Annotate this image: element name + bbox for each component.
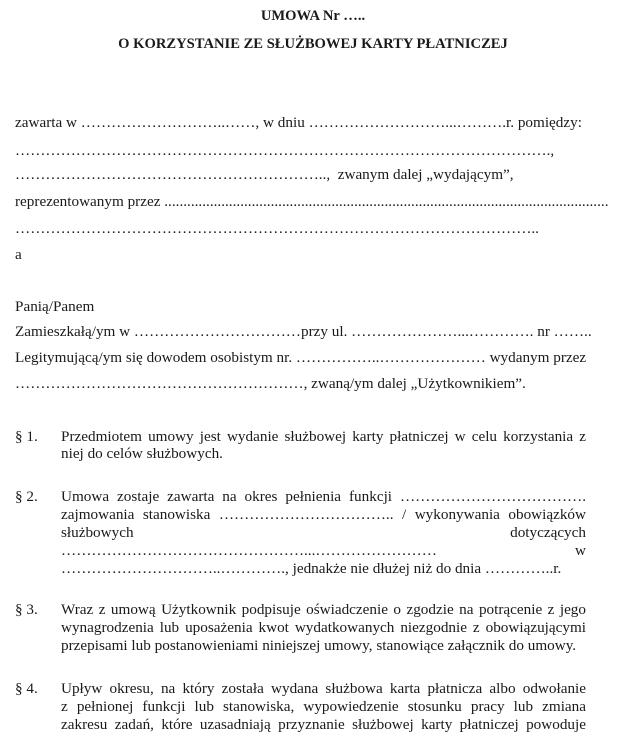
section-2-line: służbowych dotyczących (61, 524, 586, 541)
section-2-line: Umowa zostaje zawarta na okres pełnienia funkcji ………………………………. (61, 488, 586, 505)
section-4-number: § 4. (15, 680, 38, 697)
section-1-number: § 1. (15, 428, 38, 445)
parties-line-and: a (15, 246, 22, 263)
parties-line-representative-cont: ………………………………………………………………………………………….. (15, 220, 539, 237)
parties-line-user-address: Zamieszkałą/ym w ……………………………przy ul. …………………...…………. nr …….. (15, 323, 592, 340)
section-2-number: § 2. (15, 488, 38, 505)
document-title: UMOWA Nr ….. (260, 8, 366, 24)
section-4-line: z pełnionej funkcji lub stanowiska, wypowiedzenie stosunku pracy lub zmiana (61, 698, 586, 715)
section-2-line: …………………………………………...…………………… w (61, 542, 586, 559)
parties-line-issuer-alias: …………………………………………………….., zwanym dalej „wydającym”, (15, 166, 514, 183)
parties-line-issuer-name: ……………………………………………………………………………………………., (15, 142, 555, 159)
parties-line-representative: reprezentowanym przez ..................................................................................................................... (15, 193, 609, 210)
section-2-line: zajmowania stanowiska …………………………….. / wykonywania obowiązków (61, 506, 586, 523)
parties-line-place-date: zawarta w ………………………..……, w dniu ………………………...……….r. pomiędzy: (15, 114, 582, 131)
parties-line-user-alias: …………………………………………………, zwaną/ym dalej „Użytkownikiem”. (15, 375, 526, 392)
document-subtitle: O KORZYSTANIE ZE SŁUŻBOWEJ KARTY PŁATNICZEJ (118, 36, 508, 52)
parties-line-user-id: Legitymującą/ym się dowodem osobistym nr. ……………..………………… wydanym przez (15, 349, 587, 366)
section-1-line: Przedmiotem umowy jest wydanie służbowej karty płatniczej w celu korzystania z (61, 428, 586, 445)
section-3-line: Wraz z umową Użytkownik podpisuje oświadczenie o zgodzie na potrącenie z jego (61, 601, 586, 618)
section-3-number: § 3. (15, 601, 38, 618)
section-1-line: niej do celów służbowych. (61, 445, 223, 462)
section-3-line: przepisami lub postanowieniami niniejszej umowy, stanowiące załącznik do umowy. (61, 637, 577, 654)
section-2-line: …………………………..…………., jednakże nie dłużej niż do dnia …………..r. (61, 560, 562, 577)
section-4-line: zakresu zadań, które uzasadniają przyznanie służbowej karty płatniczej powoduje (61, 716, 586, 733)
section-3-line: wynagrodzenia lub uposażenia kwot wydatkowanych niezgodnie z obowiązującymi (61, 619, 586, 636)
parties-line-user-salutation: Panią/Panem (15, 298, 95, 315)
section-4-line: Upływ okresu, na który została wydana służbowa karta płatnicza albo odwołanie (61, 680, 586, 697)
